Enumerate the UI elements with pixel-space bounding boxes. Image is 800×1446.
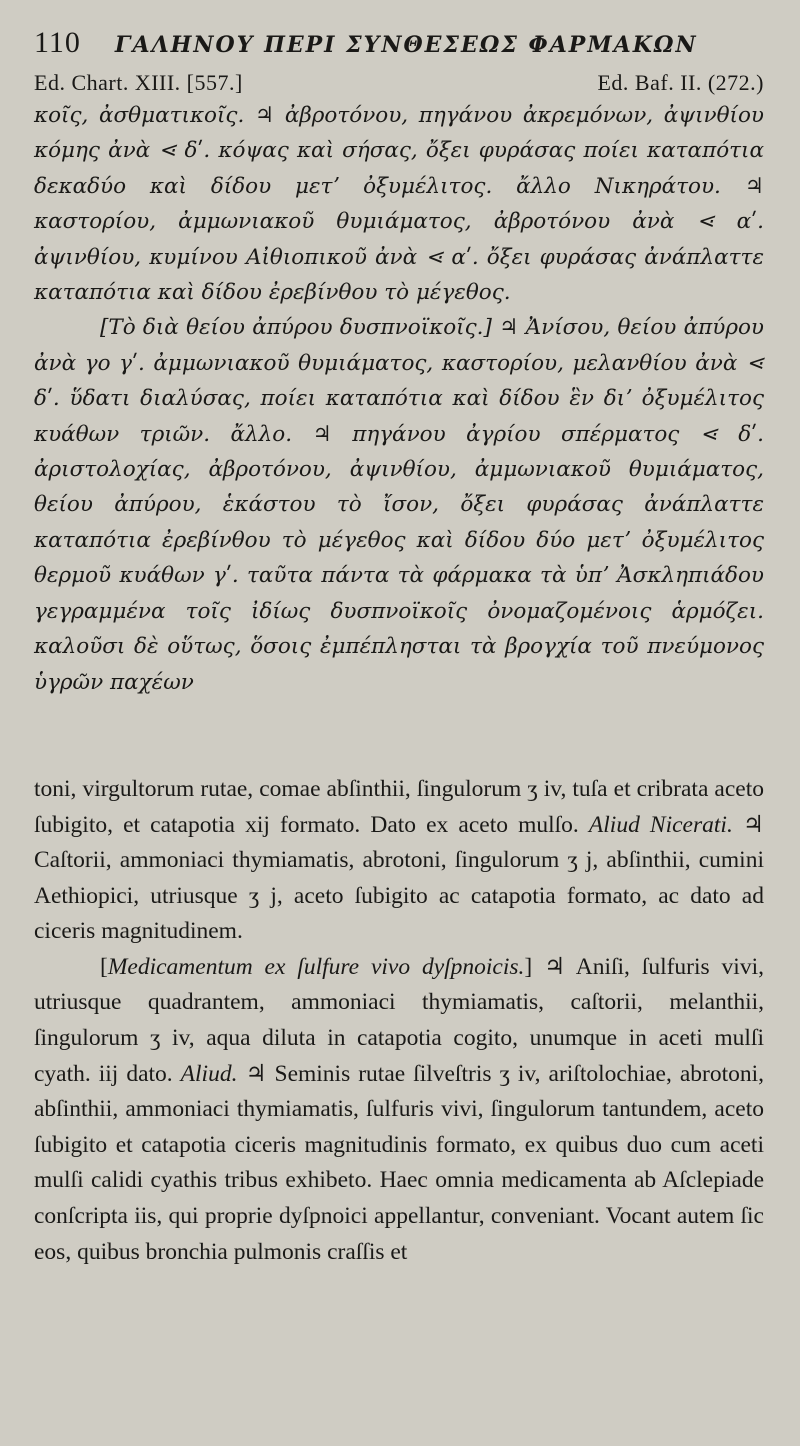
latin-p1-text-b: ♃ Caſtorii, ammoniaci thymiamatis, abrotoni, ſingulorum ʒ j, abſinthii, cumini Aethiopici, utriusque ʒ j, aceto ſubigito ac catapotia formato, ac dato ad ciceris magnitudinem. bbox=[34, 811, 764, 945]
latin-text bbox=[34, 772, 764, 1270]
latin-p1-text-a: toni, virgultorum rutae, comae abſinthii, ſingulorum ʒ iv, tuſa et cribrata aceto ſubigito, et catapotia xij formato. Dato ex aceto mulſo. bbox=[34, 775, 764, 838]
latin-p2-text-a: ] ♃ Aniſi, ſulfuris vivi, utriusque quadrantem, ammoniaci thymiamatis, caſtorii, melanthii, ſingulorum ʒ iv, aqua diluta in catapotia cogito, unumque in aceti mulſi cyath. iij dato. bbox=[34, 953, 764, 1087]
page-header bbox=[34, 26, 764, 62]
edition-references bbox=[34, 70, 764, 98]
latin-p2-text-b: ♃ Seminis rutae ſilveſtris ʒ iv, ariſtolochiae, abrotoni, abſinthii, ammoniaci thymiamatis, ſulfuris vivi, ſingulorum tantundem, aceto ſubigito et catapotia ciceris magnitudinis formato, ex quibus duo cum aceti mulſi calidi cyathis tribus exhibeto. Haec omnia medicamenta ab Aſclepiade conſcripta iis, qui proprie dyſpnoici appellantur, conveniant. Vocant autem ſic eos, quibus bronchia pulmonis craſſis et bbox=[34, 1060, 765, 1265]
latin-paragraph-2 bbox=[34, 950, 764, 1270]
latin-p2-open: [ bbox=[100, 953, 108, 980]
page-number: 110 bbox=[34, 26, 81, 59]
latin-p2-italic: Medicamentum ex ſulfure vivo dyſpnoicis. bbox=[107, 953, 525, 980]
running-title: ΓΑΛΗΝΟΥ ΠΕΡΙ ΣΥΝΘΕΣΕΩΣ ΦΑΡΜΑΚΩΝ bbox=[114, 32, 698, 58]
edition-left: Ed. Chart. XIII. [557.] bbox=[34, 70, 243, 95]
latin-p1-italic: Aliud Nicerati. bbox=[588, 811, 733, 838]
greek-paragraph-1: κοῖς, ἀσθματικοῖς. ♃ ἀβροτόνου, πηγάνου ἀκρεμόνων, ἀψινθίου κόμης ἀνὰ ⋖ δʹ. κόψας καὶ σήσας, ὄξει φυράσας ποίει καταπότια δεκαδύο καὶ δίδου μετʼ ὀξυμέλιτος. ἄλλο Νικηράτου. ♃ καστορίου, ἀμμωνιακοῦ θυμιάματος, ἀβροτόνου ἀνὰ ⋖ αʹ. ἀψινθίου, κυμίνου Αἰθιοπικοῦ ἀνὰ ⋖ αʹ. ὄξει φυράσας ἀνάπλαττε καταπότια καὶ δίδου ἐρεβίνθου τὸ μέγεθος. bbox=[34, 103, 764, 306]
latin-p2-italic-2: Aliud. bbox=[180, 1060, 238, 1087]
section-gap bbox=[34, 700, 764, 772]
greek-text bbox=[34, 98, 764, 700]
edition-right: Ed. Baf. II. (272.) bbox=[597, 70, 764, 95]
greek-paragraph-2: [Τὸ διὰ θείου ἀπύρου δυσπνοϊκοῖς.] ♃ Ἀνίσου, θείου ἀπύρου ἀνὰ γο γʹ. ἀμμωνιακοῦ θυμιάματος, καστορίου, μελανθίου ἀνὰ ⋖ δʹ. ὕδατι διαλύσας, ποίει καταπότια καὶ δίδου ἓν διʼ ὀξυμέλιτος κυάθων τριῶν. ἄλλο. ♃ πηγάνου ἀγρίου σπέρματος ⋖ δʹ. ἀριστολοχίας, ἀβροτόνου, ἀψινθίου, ἀμμωνιακοῦ θυμιάματος, θείου ἀπύρου, ἑκάστου τὸ ἴσον, ὄξει φυράσας ἀνάπλαττε καταπότια ἐρεβίνθου τὸ μέγεθος καὶ δίδου δύο μετʼ ὀξυμέλιτος θερμοῦ κυάθων γʹ. ταῦτα πάντα τὰ φάρμακα τὰ ὑπʼ Ἀσκληπιάδου γεγραμμένα τοῖς ἰδίως δυσπνοϊκοῖς ὀνομαζομένοις ἁρμόζει. καλοῦσι δὲ οὕτως, ὅσοις ἐμπέπλησται τὰ βρογχία τοῦ πνεύμονος ὑγρῶν παχέων bbox=[34, 315, 764, 695]
latin-paragraph-1 bbox=[34, 772, 764, 950]
